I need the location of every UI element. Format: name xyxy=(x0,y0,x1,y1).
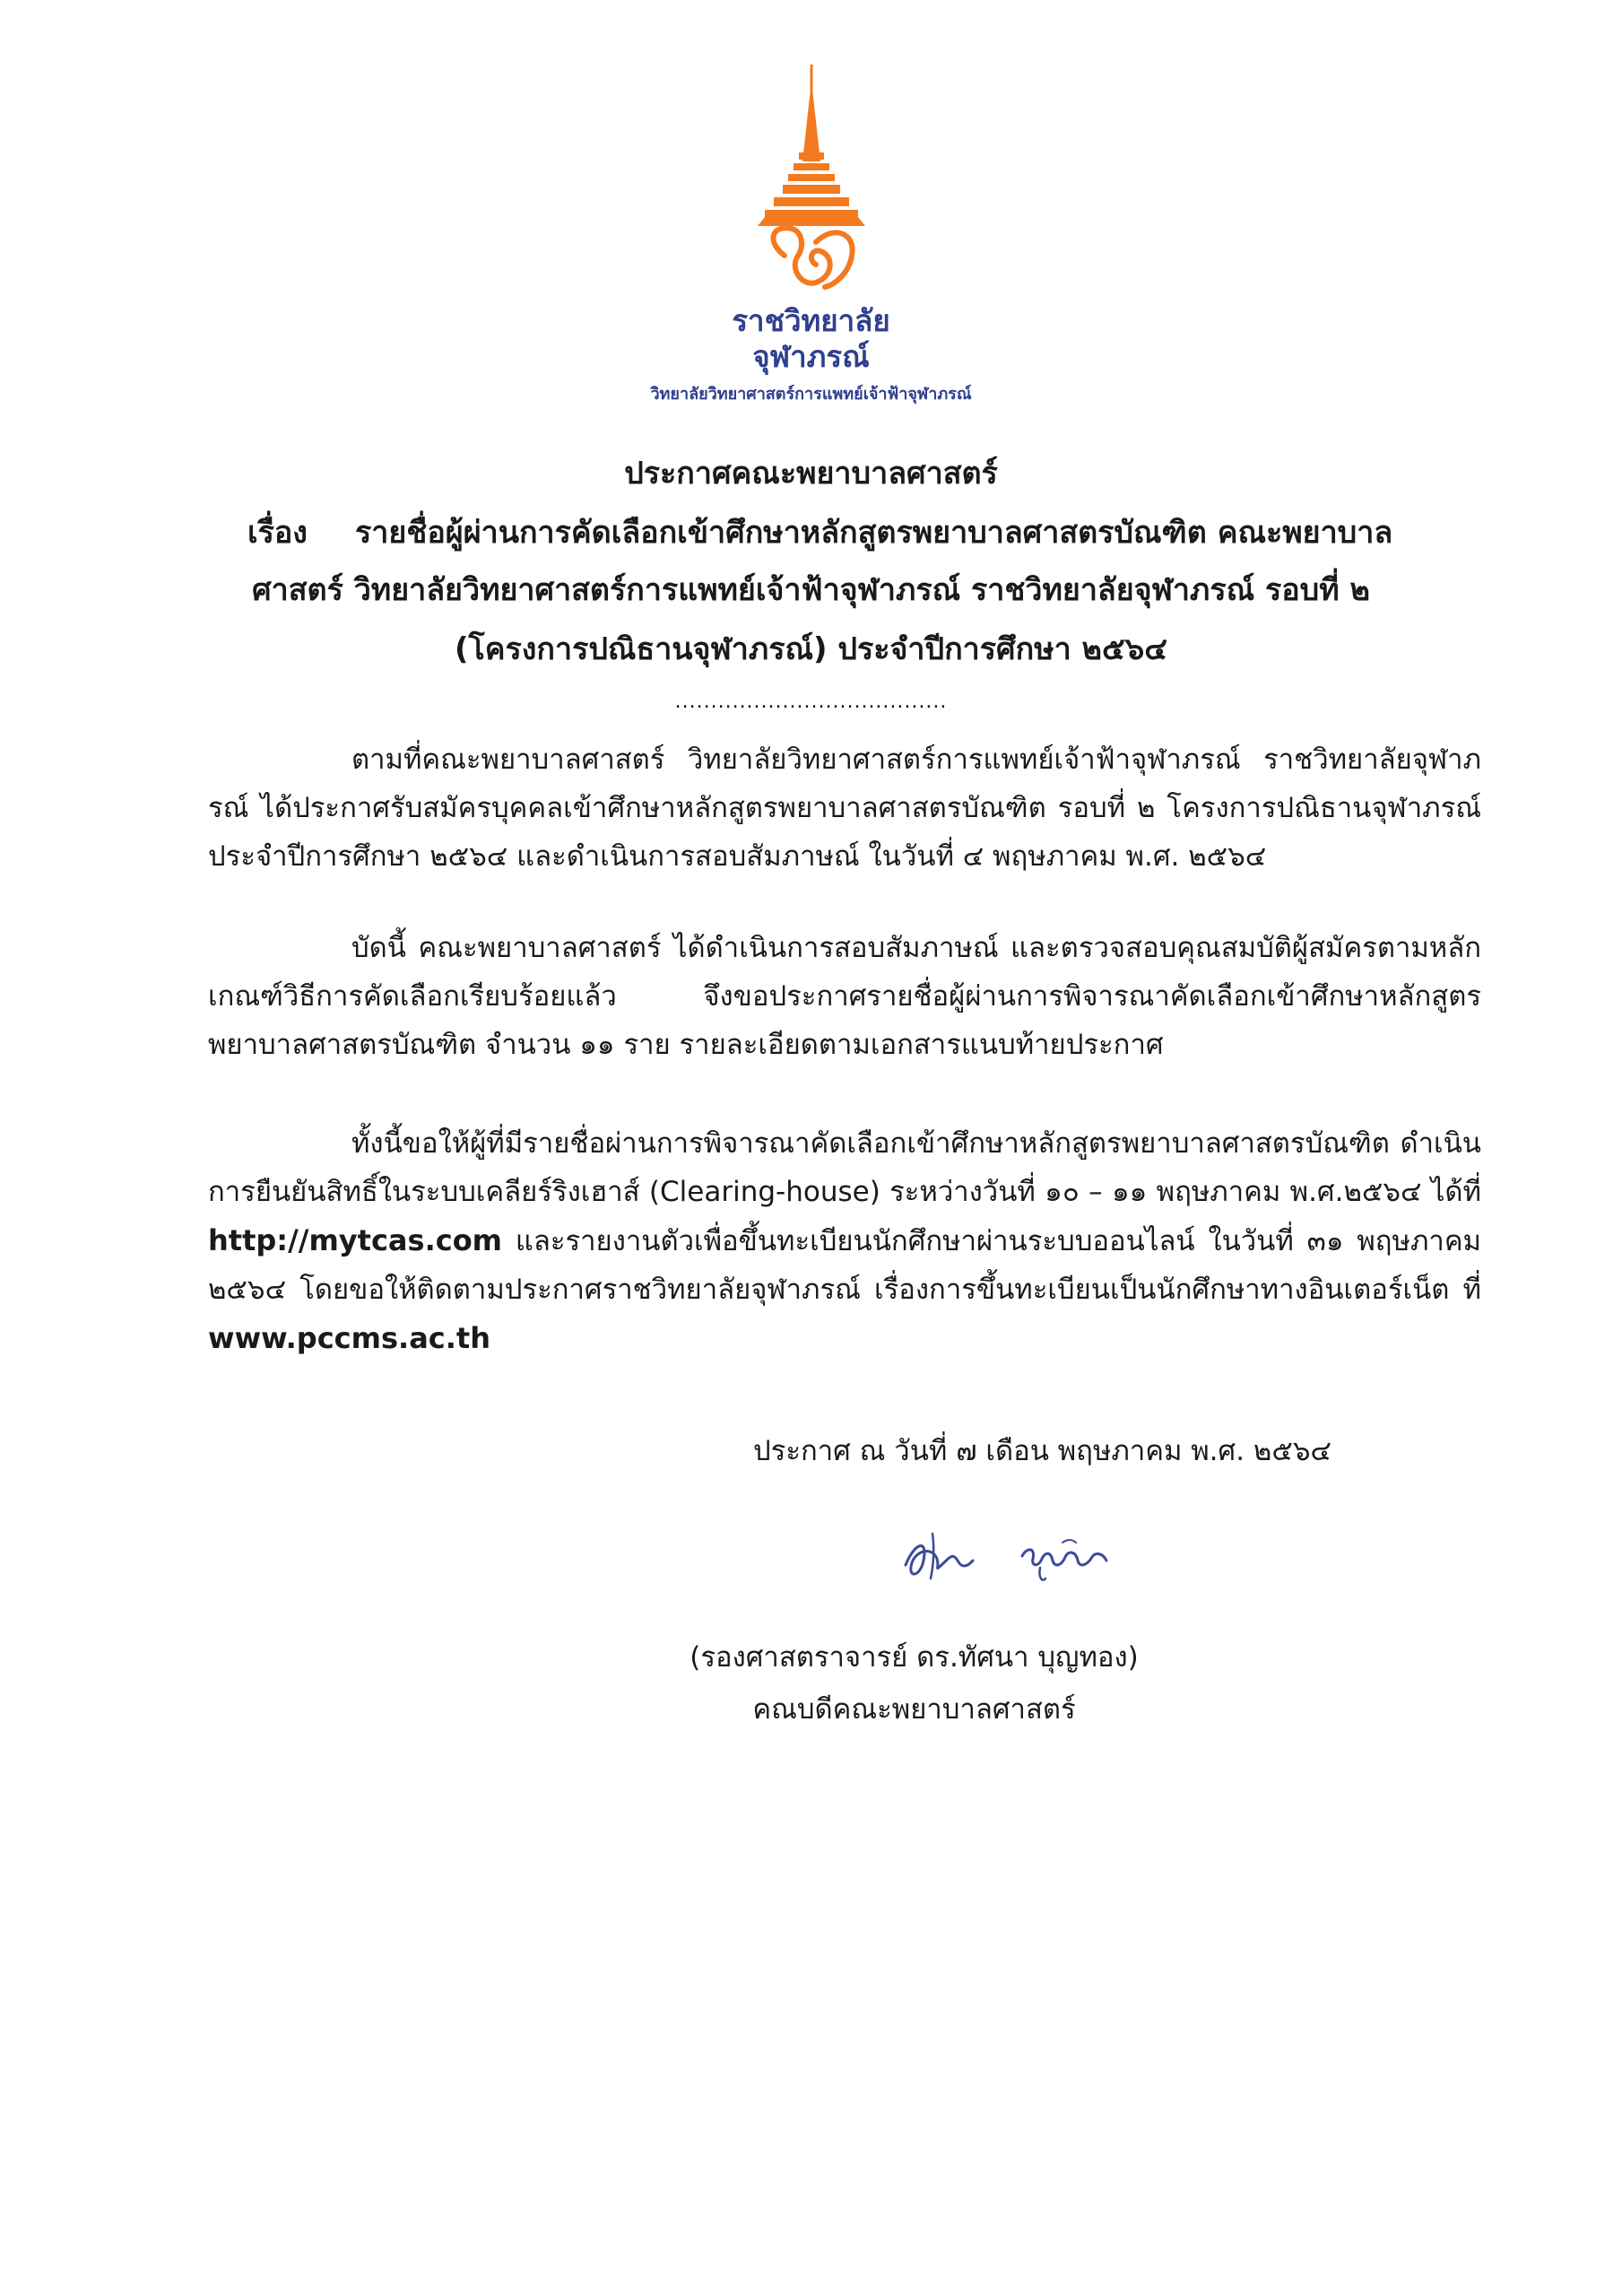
subject-label: เรื่อง xyxy=(247,515,308,551)
pccms-link[interactable]: www.pccms.ac.th xyxy=(208,1321,490,1355)
subject-line-3: (โครงการปณิธานจุฬาภรณ์) ประจำปีการศึกษา ๒๕๖๔ xyxy=(454,631,1167,667)
separator: ...................................... xyxy=(674,691,948,713)
paragraph-3-text-b: และรายงานตัวเพื่อขึ้นทะเบียนนักศึกษาผ่านระบบออนไลน์ ในวันที่ ๓๑ พฤษภาคม ๒๕๖๔ โดยขอให้ติดตามประกาศราชวิทยาลัยจุฬาภรณ์ เรื่องการขึ้นทะเบียนเป็นนักศึกษาทางอินเตอร์เน็ต ที่ xyxy=(208,1225,1481,1306)
logo-name-line2: จุฬาภรณ์ xyxy=(752,339,870,374)
paragraph-1-text: ตามที่คณะพยาบาลศาสตร์ วิทยาลัยวิทยาศาสตร์การแพทย์เจ้าฟ้าจุฬาภรณ์ ราชวิทยาลัยจุฬาภรณ์ ได้ประกาศรับสมัครบุคคลเข้าศึกษาหลักสูตรพยาบาลศาสตรบัณฑิต รอบที่ ๒ โครงการปณิธานจุฬาภรณ์ ประจำปีการศึกษา ๒๕๖๔ และดำเนินการสอบสัมภาษณ์ ในวันที่ ๔ พฤษภาคม พ.ศ. ๒๕๖๔ xyxy=(208,744,1481,873)
paragraph-3-text-a: ทั้งนี้ขอให้ผู้ที่มีรายชื่อผ่านการพิจารณาคัดเลือกเข้าศึกษาหลักสูตรพยาบาลศาสตรบัณฑิต ดำเนินการยืนยันสิทธิ์ในระบบเคลียร์ริงเฮาส์ (Clearing-house) ระหว่างวันที่ ๑๐ – ๑๑ พฤษภาคม พ.ศ.๒๕๖๔ ได้ที่ xyxy=(208,1127,1481,1208)
announcement-date: ประกาศ ณ วันที่ ๗ เดือน พฤษภาคม พ.ศ. ๒๕๖๔ xyxy=(753,1435,1331,1467)
signer-name: (รองศาสตราจารย์ ดร.ทัศนา บุญทอง) xyxy=(690,1641,1139,1674)
paragraph-3 xyxy=(208,1119,1481,1363)
crown-emblem-icon xyxy=(749,63,874,296)
handwritten-signature-icon xyxy=(888,1516,1139,1596)
signer-title: คณบดีคณะพยาบาลศาสตร์ xyxy=(752,1693,1076,1726)
college-logo xyxy=(0,63,1622,409)
signature xyxy=(888,1516,1139,1600)
logo-name-line1: ราชวิทยาลัย xyxy=(732,303,890,338)
paragraph-2-text: บัดนี้ คณะพยาบาลศาสตร์ ได้ดำเนินการสอบสัมภาษณ์ และตรวจสอบคุณสมบัติผู้สมัครตามหลักเกณฑ์วิธีการคัดเลือกเรียบร้อยแล้ว จึงขอประกาศรายชื่อผู้ผ่านการพิจารณาคัดเลือกเข้าศึกษาหลักสูตรพยาบาลศาสตรบัณฑิต จำนวน ๑๑ ราย รายละเอียดตามเอกสารแนบท้ายประกาศ xyxy=(208,932,1481,1061)
subject-line-2: ศาสตร์ วิทยาลัยวิทยาศาสตร์การแพทย์เจ้าฟ้าจุฬาภรณ์ ราชวิทยาลัยจุฬาภรณ์ รอบที่ ๒ xyxy=(252,572,1370,608)
paragraph-1 xyxy=(208,735,1481,881)
subject-line-1: รายชื่อผู้ผ่านการคัดเลือกเข้าศึกษาหลักสูตรพยาบาลศาสตรบัณฑิต คณะพยาบาล xyxy=(355,515,1393,551)
announcement-heading: ประกาศคณะพยาบาลศาสตร์ xyxy=(624,456,998,491)
logo-subtitle: วิทยาลัยวิทยาศาสตร์การแพทย์เจ้าฟ้าจุฬาภรณ์ xyxy=(650,385,972,404)
mytcas-link[interactable]: http://mytcas.com xyxy=(208,1223,503,1257)
paragraph-2 xyxy=(208,924,1481,1069)
